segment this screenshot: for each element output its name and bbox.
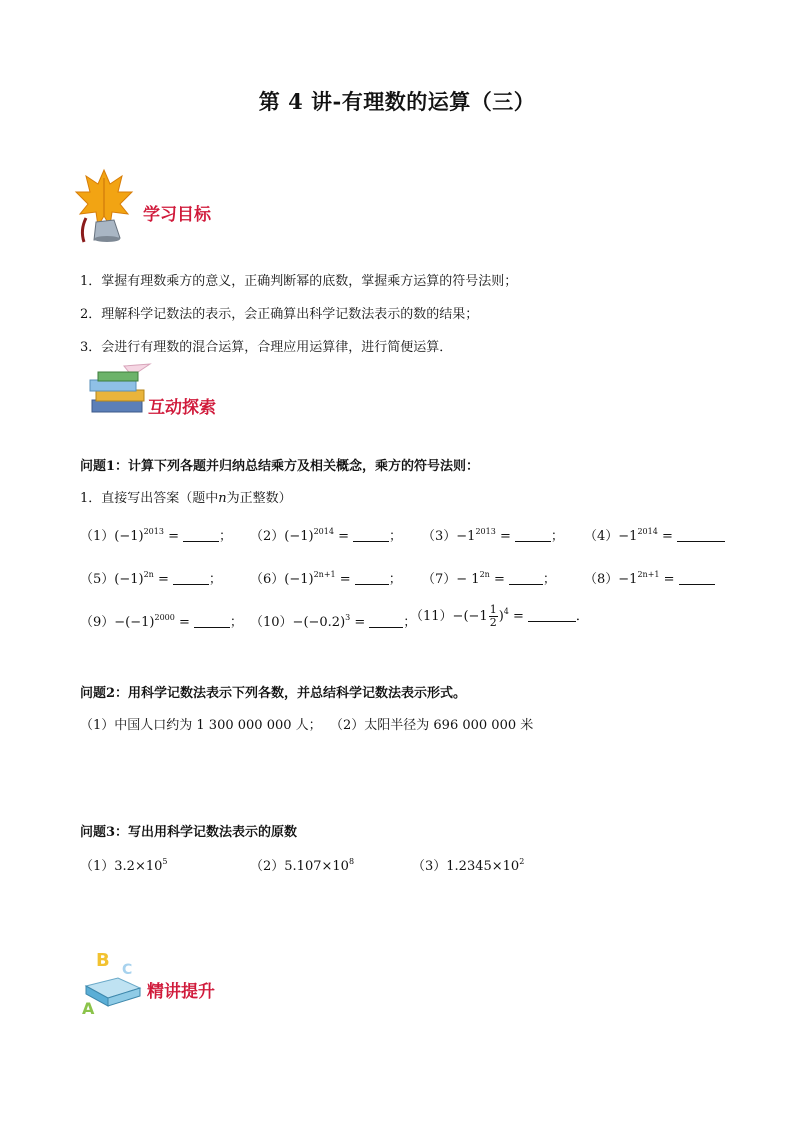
section-heading-explore: 互动探索 xyxy=(148,398,216,418)
q1-item-8: $(8)-1^{2n+1}$ = xyxy=(584,568,715,587)
q1-item-11: （11）−(−1 $\frac{1}{2}$ )$^4$ = ． xyxy=(410,603,589,629)
section-heading-improve: 精讲提升 xyxy=(147,982,215,1002)
q1-item-9: $(9)-(-1)^{2000}$ = ； xyxy=(80,613,243,630)
svg-text:C: C xyxy=(122,962,133,978)
svg-text:A: A xyxy=(82,999,95,1018)
svg-text:B: B xyxy=(96,950,110,971)
q1-item-10: $(10)-(-0.2)^3$ = ； xyxy=(250,613,417,630)
q1-item-4: $(4)-1^{2014}$ = xyxy=(584,525,725,544)
maple-leaf-bell-icon xyxy=(74,166,136,246)
answer-blank[interactable] xyxy=(353,530,389,542)
q1-item-6: $(6)(-1)^{2n+1}$ = ； xyxy=(250,570,402,587)
question-3-title: 问题3：写出用科学记数法表示的原数 xyxy=(80,825,298,840)
books-paper-plane-icon xyxy=(88,362,152,416)
q3-item-3: $(3)1.2345\times 10^2$ xyxy=(412,857,525,874)
q1-item-2: $(2)(-1)^{2014}$ = ； xyxy=(250,527,403,544)
q1-item-5: $(5)(-1)^{2n}$ = ； xyxy=(80,570,222,587)
question-1-instruction: 1．直接写出答案（题中n为正整数） xyxy=(80,491,292,506)
goal-item-3: 3．会进行有理数的混合运算，合理应用运算律，进行简便运算． xyxy=(80,340,453,355)
q3-item-2: $(2)5.107\times 10^8$ xyxy=(250,857,355,874)
answer-blank[interactable] xyxy=(528,610,576,622)
answer-blank[interactable] xyxy=(677,530,725,542)
question-2-title: 问题2：用科学记数法表示下列各数，并总结科学记数法表示形式。 xyxy=(80,686,467,701)
section-heading-goals: 学习目标 xyxy=(143,205,211,225)
answer-blank[interactable] xyxy=(515,530,551,542)
goal-item-1: 1．掌握有理数乘方的意义，正确判断幂的底数，掌握乘方运算的符号法则； xyxy=(80,274,518,289)
q2-item-1: （1）中国人口约为 1 300 000 000 人； xyxy=(80,718,322,733)
page-title: 第 4 讲-有理数的运算（三） xyxy=(258,89,536,114)
answer-blank[interactable] xyxy=(183,530,219,542)
answer-blank[interactable] xyxy=(679,573,715,585)
fraction: $\frac{1}{2}$ xyxy=(489,603,497,629)
answer-blank[interactable] xyxy=(369,616,403,628)
question-1-title: 问题1：计算下列各题并归纳总结乘方及相关概念，乘方的符号法则： xyxy=(80,459,480,474)
answer-blank[interactable] xyxy=(509,573,543,585)
answer-blank[interactable] xyxy=(194,616,230,628)
q1-item-1: $(1)(-1)^{2013}$ = ； xyxy=(80,527,233,544)
answer-blank[interactable] xyxy=(355,573,389,585)
q1-item-7: $(7)- 1^{2n}$ = ； xyxy=(422,570,556,587)
abc-book-icon xyxy=(78,948,144,1018)
goal-item-2: 2．理解科学记数法的表示，会正确算出科学记数法表示的数的结果； xyxy=(80,307,479,322)
q1-item-3: $(3)-1^{2013}$ = ； xyxy=(422,527,564,544)
q3-item-1: $(1)3.2\times 10^5$ xyxy=(80,857,168,874)
answer-blank[interactable] xyxy=(173,573,209,585)
q2-item-2: （2）太阳半径为 696 000 000 米 xyxy=(330,718,534,733)
